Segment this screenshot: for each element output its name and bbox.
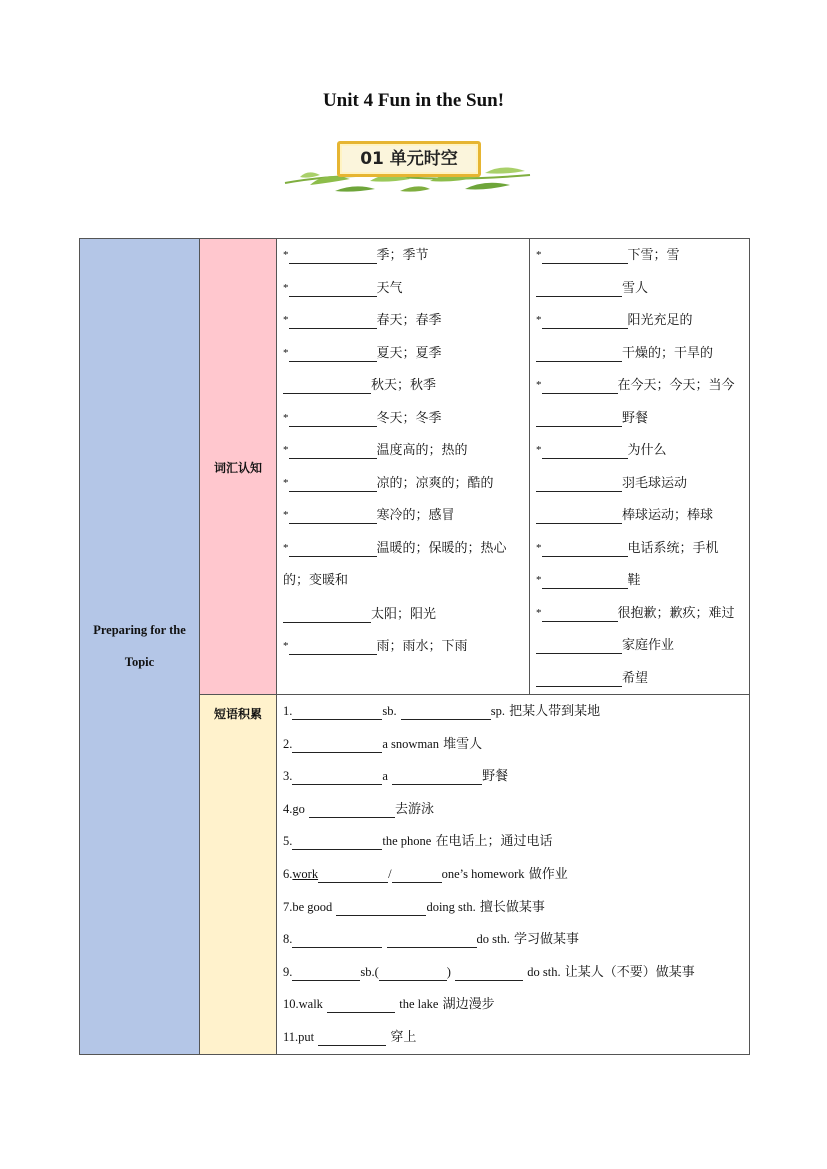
fill-blank[interactable] xyxy=(387,930,477,948)
page-title: Unit 4 Fun in the Sun! xyxy=(322,90,505,111)
fill-blank[interactable] xyxy=(455,963,523,981)
fill-blank[interactable] xyxy=(542,604,618,622)
vocab-left-column xyxy=(277,239,530,695)
section-banner xyxy=(280,133,535,199)
vocab-item: * 雨；雨水；下雨 xyxy=(283,639,468,654)
vocab-label: 词汇认知 xyxy=(213,461,262,475)
vocab-item: 秋天；秋季 xyxy=(277,369,529,402)
fill-blank[interactable] xyxy=(289,311,377,329)
phrase-item: 2. a snowman 堆雪人 xyxy=(283,736,483,752)
fill-blank[interactable] xyxy=(289,539,377,557)
vocab-item: 希望 xyxy=(530,662,749,695)
fill-blank[interactable] xyxy=(283,605,371,623)
phrase-item: 11.put 穿上 xyxy=(283,1029,417,1045)
fill-blank[interactable] xyxy=(536,279,622,297)
vocab-item: 羽毛球运动 xyxy=(530,467,749,500)
fill-blank[interactable] xyxy=(292,767,382,785)
fill-blank[interactable] xyxy=(292,735,382,753)
phrase-item: 5. the phone 在电话上；通过电话 xyxy=(283,834,553,850)
topic-label: Preparing for the Topic xyxy=(93,623,186,670)
banner-label: 01 单元时空 xyxy=(360,149,458,169)
vocab-item: * 春天；春季 xyxy=(283,313,442,328)
vocab-item: 棒球运动；棒球 xyxy=(530,499,749,532)
vocab-item: * 很抱歉；歉疚；难过 xyxy=(536,605,735,621)
fill-blank[interactable] xyxy=(292,930,382,948)
fill-blank[interactable] xyxy=(283,376,371,394)
fill-blank[interactable] xyxy=(292,702,382,720)
vocab-item: * 为什么 xyxy=(536,443,667,458)
vocab-item: * 在今天；今天；当今 xyxy=(536,378,735,393)
phrases-category-cell xyxy=(200,695,277,1055)
vocab-item: * 夏天；夏季 xyxy=(283,345,442,361)
banner-box xyxy=(337,141,481,177)
fill-blank[interactable] xyxy=(289,279,377,297)
fill-blank[interactable] xyxy=(292,963,360,981)
phrase-item: 6.work / one’s homework 做作业 xyxy=(283,866,568,882)
fill-blank[interactable] xyxy=(542,246,628,264)
fill-blank[interactable] xyxy=(336,898,426,916)
phrase-item: 10.walk the lake 湖边漫步 xyxy=(283,997,495,1013)
vocab-item: * 季；季节 xyxy=(283,248,429,263)
worksheet-table xyxy=(79,238,750,1055)
vocab-item: * 鞋 xyxy=(536,573,641,588)
phrase-item: 4.go 去游泳 xyxy=(283,801,435,817)
fill-blank[interactable] xyxy=(289,506,377,524)
vocab-item: * 寒冷的；感冒 xyxy=(283,508,455,523)
vocab-item: * 温暖的；保暖的；热心的；变暖和 xyxy=(283,540,507,588)
fill-blank[interactable] xyxy=(292,832,382,850)
fill-blank[interactable] xyxy=(379,963,447,981)
fill-blank[interactable] xyxy=(289,474,377,492)
phrases-column xyxy=(277,695,750,1055)
fill-blank[interactable] xyxy=(536,506,622,524)
topic-cell xyxy=(80,239,200,1055)
phrase-item: 1. sb. sp. 把某人带到某地 xyxy=(283,704,601,719)
fill-blank[interactable] xyxy=(327,995,395,1013)
vocab-item: 野餐 xyxy=(530,402,749,435)
vocab-item: 家庭作业 xyxy=(530,629,749,662)
vocab-item: * 温度高的；热的 xyxy=(283,443,468,458)
fill-blank[interactable] xyxy=(401,702,491,720)
phrase-item: 7.be good doing sth. 擅长做某事 xyxy=(283,899,545,915)
vocab-item: * 天气 xyxy=(283,280,403,296)
fill-blank[interactable] xyxy=(318,865,388,883)
phrase-item: 8. do sth. 学习做某事 xyxy=(283,932,580,948)
vocab-item: 雪人 xyxy=(530,272,749,305)
fill-blank[interactable] xyxy=(289,441,377,459)
fill-blank[interactable] xyxy=(309,800,395,818)
vocab-item: * 下雪；雪 xyxy=(536,248,680,263)
vocab-item: * 阳光充足的 xyxy=(536,313,693,328)
fill-blank[interactable] xyxy=(542,441,628,459)
fill-blank[interactable] xyxy=(392,767,482,785)
vocab-item: 干燥的；干旱的 xyxy=(530,337,749,370)
vocab-item: 太阳；阳光 xyxy=(277,598,529,631)
fill-blank[interactable] xyxy=(542,571,628,589)
fill-blank[interactable] xyxy=(542,539,628,557)
fill-blank[interactable] xyxy=(536,344,622,362)
vocab-category-cell xyxy=(200,239,277,695)
phrase-item: 9. sb.( ) do sth. 让某人（不要）做某事 xyxy=(283,964,695,980)
fill-blank[interactable] xyxy=(536,669,622,687)
vocab-item: * 冬天；冬季 xyxy=(283,410,442,426)
fill-blank[interactable] xyxy=(536,636,622,654)
fill-blank[interactable] xyxy=(289,344,377,362)
phrases-label: 短语积累 xyxy=(213,707,262,721)
fill-blank[interactable] xyxy=(318,1028,386,1046)
vocab-item: * 凉的；凉爽的；酷的 xyxy=(283,475,494,491)
fill-blank[interactable] xyxy=(536,474,622,492)
fill-blank[interactable] xyxy=(392,865,442,883)
fill-blank[interactable] xyxy=(542,311,628,329)
vocab-right-column xyxy=(530,239,750,695)
fill-blank[interactable] xyxy=(542,376,618,394)
fill-blank[interactable] xyxy=(289,409,377,427)
phrase-item: 3. a 野餐 xyxy=(283,769,509,785)
fill-blank[interactable] xyxy=(289,637,377,655)
fill-blank[interactable] xyxy=(289,246,377,264)
vocab-item: * 电话系统；手机 xyxy=(536,540,719,556)
fill-blank[interactable] xyxy=(536,409,622,427)
